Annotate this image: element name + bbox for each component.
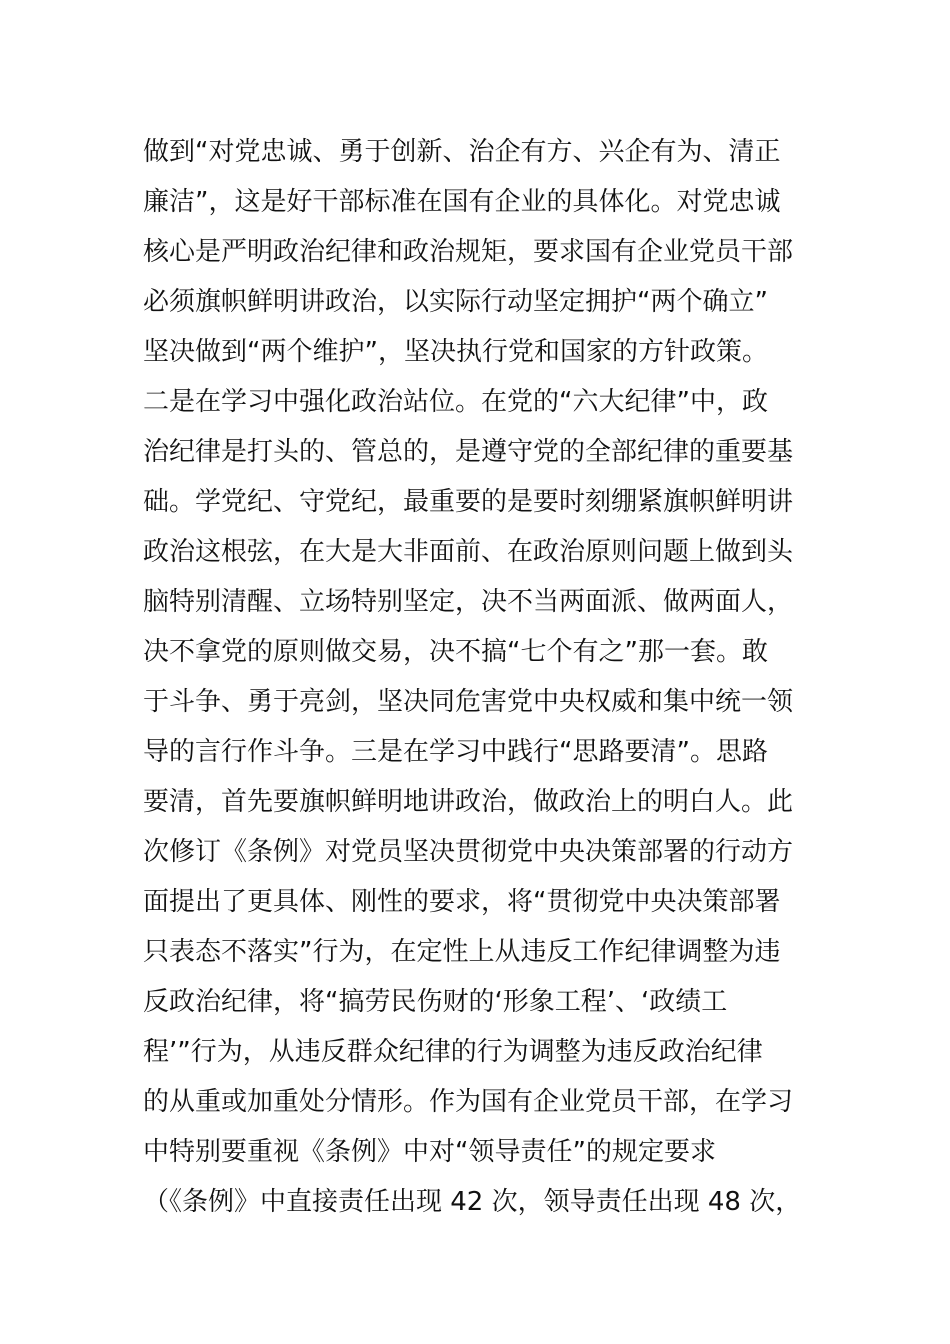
text-line: 治纪律是打头的、管总的，是遵守党的全部纪律的重要基 [143,437,794,467]
text-line: 面提出了更具体、刚性的要求，将“贯彻党中央决策部署 [143,887,781,917]
text-line: 核心是严明政治纪律和政治规矩，要求国有企业党员干部 [143,237,794,267]
text-line: 中特别要重视《条例》中对“领导责任”的规定要求 [143,1137,716,1167]
text-line: （《条例》中直接责任出现 42 次，领导责任出现 48 次， [143,1187,802,1217]
text-line: 二是在学习中强化政治站位。在党的“六大纪律”中，政 [143,387,768,417]
text-line: 做到“对党忠诚、勇于创新、治企有方、兴企有为、清正 [143,137,781,167]
text-line: 反政治纪律，将“搞劳民伤财的‘形象工程’、‘政绩工 [143,987,728,1017]
text-line: 的从重或加重处分情形。作为国有企业党员干部，在学习 [143,1087,794,1117]
text-line: 廉洁”，这是好干部标准在国有企业的具体化。对党忠诚 [143,187,781,217]
text-line: 程’”行为，从违反群众纪律的行为调整为违反政治纪律 [143,1037,763,1067]
text-line: 只表态不落实”行为，在定性上从违反工作纪律调整为违 [143,937,781,967]
text-line: 次修订《条例》对党员坚决贯彻党中央决策部署的行动方 [143,837,794,867]
body-text [143,127,813,1227]
text-line: 导的言行作斗争。三是在学习中践行“思路要清”。思路 [143,737,768,767]
text-line: 政治这根弦，在大是大非面前、在政治原则问题上做到头 [143,537,794,567]
text-line: 础。学党纪、守党纪，最重要的是要时刻绷紧旗帜鲜明讲 [143,487,794,517]
text-line: 坚决做到“两个维护”，坚决执行党和国家的方针政策。 [143,337,768,367]
text-line: 必须旗帜鲜明讲政治，以实际行动坚定拥护“两个确立” [143,287,768,317]
text-line: 于斗争、勇于亮剑，坚决同危害党中央权威和集中统一领 [143,687,794,717]
text-line: 决不拿党的原则做交易，决不搞“七个有之”那一套。敢 [143,637,768,667]
text-line: 要清，首先要旗帜鲜明地讲政治，做政治上的明白人。此 [143,787,794,817]
text-line: 脑特别清醒、立场特别坚定，决不当两面派、做两面人， [143,587,794,617]
